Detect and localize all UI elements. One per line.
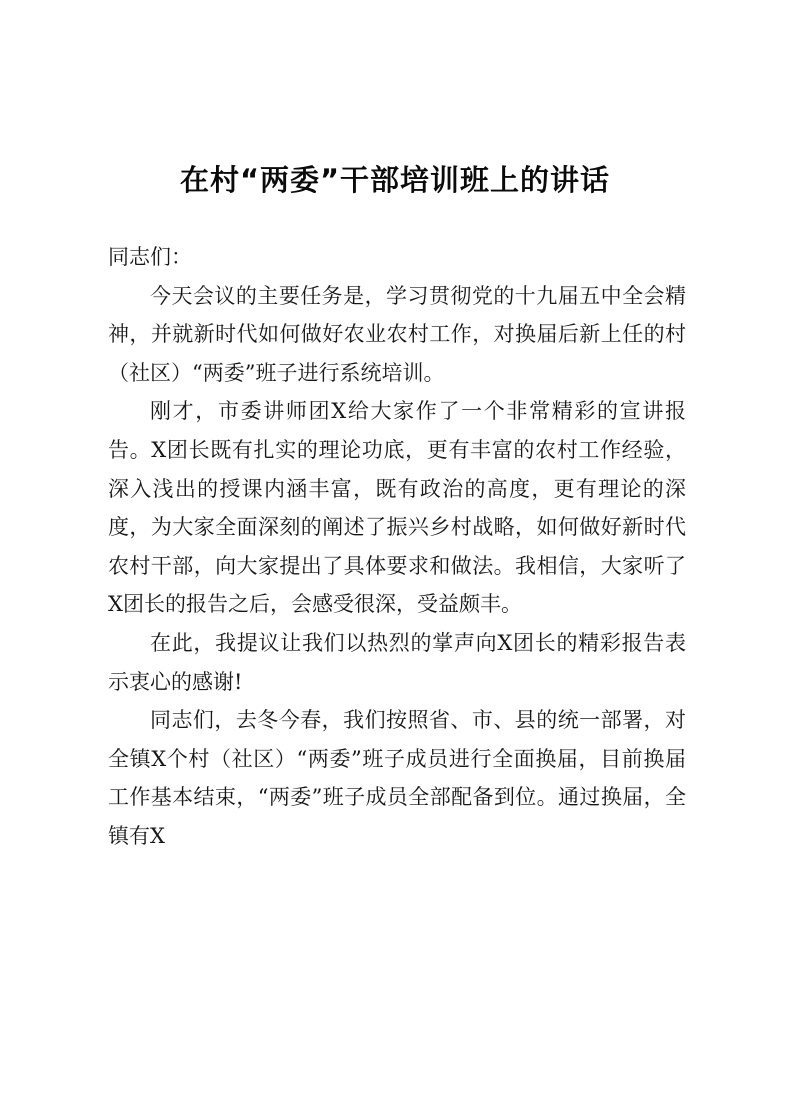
document-body (108, 238, 686, 856)
paragraph-1: 今天会议的主要任务是，学习贯彻党的十九届五中全会精神，并就新时代如何做好农业农村工作，对换届后新上任的村（社区）“两委”班子进行系统培训。 (108, 283, 686, 385)
salutation: 同志们： (108, 245, 192, 269)
paragraph-4: 同志们，去冬今春，我们按照省、市、县的统一部署，对全镇X个村（社区）“两委”班子成员进行全面换届，目前换届工作基本结束，“两委”班子成员全部配备到位。通过换届，全镇有X (108, 708, 686, 848)
paragraph-2: 刚才，市委讲师团X给大家作了一个非常精彩的宣讲报告。X团长既有扎实的理论功底，更有丰富的农村工作经验，深入浅出的授课内涵丰富，既有政治的高度，更有理论的深度，为大家全面深刻的阐述了振兴乡村战略，如何做好新时代农村干部，向大家提出了具体要求和做法。我相信，大家听了X团长的报告之后，会感受很深，受益颇丰。 (108, 399, 686, 617)
paragraph-3: 在此，我提议让我们以热烈的掌声向X团长的精彩报告表示衷心的感谢! (108, 630, 686, 694)
document-title: 在村“两委”干部培训班上的讲话 (179, 163, 611, 197)
